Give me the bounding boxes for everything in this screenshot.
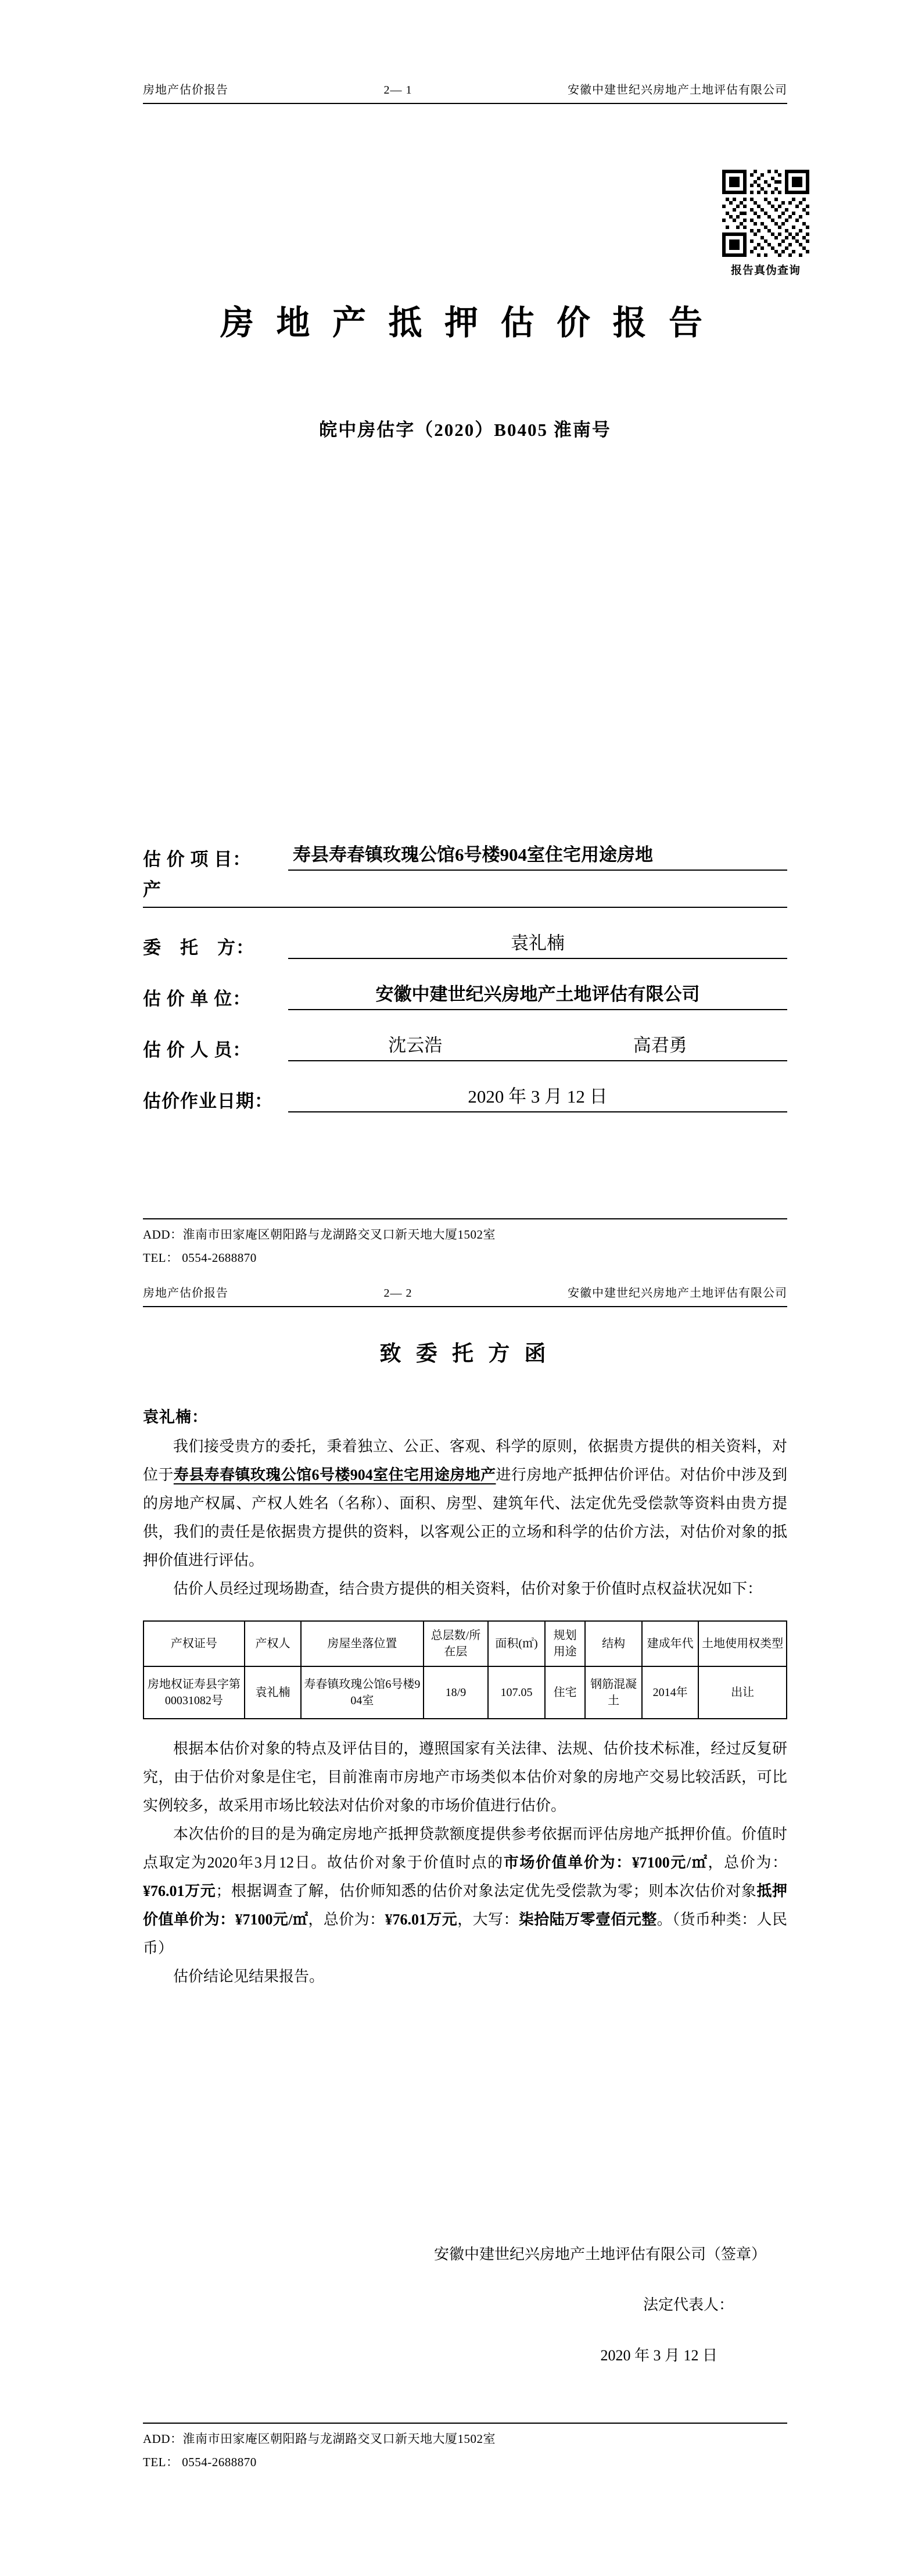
project-value-line2: 产 [143, 878, 787, 908]
letter-title: 致 委 托 方 函 [379, 1342, 551, 1366]
qr-block [722, 170, 809, 277]
paragraph-conclusion: 估价结论见结果报告。 [173, 1968, 325, 1985]
form-row-staff [143, 1035, 787, 1061]
appraiser-2: 高君勇 [633, 1035, 687, 1056]
cell-location: 寿春镇玫瑰公馆6号楼904室 [301, 1666, 423, 1719]
col-structure: 结构 [585, 1621, 641, 1666]
footer-tel: TEL： 0554-2688870 [143, 2455, 257, 2469]
page1-header [143, 80, 787, 104]
col-owner: 产权人 [245, 1621, 301, 1666]
form-row-agency [143, 983, 787, 1010]
page2-header-company: 安徽中建世纪兴房地产土地评估有限公司 [568, 1287, 787, 1300]
col-land-right-type: 土地使用权类型 [698, 1621, 787, 1666]
page1-header-page-number: 2— 1 [383, 84, 412, 96]
qr-caption: 报告真伪查询 [730, 264, 801, 277]
property-info-table [143, 1620, 787, 1719]
col-area: 面积(㎡) [488, 1621, 544, 1666]
mortgage-unit-price: 抵押价值单价为：¥7100元/㎡ [143, 1883, 787, 1928]
col-cert-number: 产权证号 [143, 1621, 245, 1666]
subject-property-text: 寿县寿春镇玫瑰公馆6号楼904室住宅用途房地产 [173, 1466, 496, 1483]
text-segment: 本次估价的目的是为确定房地产抵押贷款额度提供参考依据而评估房地产抵押价值。价值时点取定为2020年3月12日。故估价对象于价值时点的 [143, 1826, 787, 1871]
signature-block [143, 2242, 787, 2365]
cell-cert-number: 房地权证寿县字第00031082号 [143, 1666, 245, 1719]
agency-label: 估 价 单 位： [143, 989, 252, 1009]
footer-address: ADD：淮南市田家庵区朝阳路与龙湖路交叉口新天地大厦1502室 [143, 2432, 496, 2446]
paragraph-valuation [143, 1820, 787, 1962]
cell-owner: 袁礼楠 [245, 1666, 301, 1719]
text-segment: 。（货币种类：人民币） [143, 1911, 787, 1956]
cell-area: 107.05 [488, 1666, 544, 1719]
amount-in-words: 柒拾陆万零壹佰元整 [518, 1911, 657, 1928]
footer-tel: TEL： 0554-2688870 [143, 1251, 257, 1265]
page2-header-doc-type: 房地产估价报告 [143, 1287, 228, 1300]
text-segment: 我们接受贵方的委托，秉着独立、公正、客观、科学的原则，依据贵方提供的相关资料，对位于 [143, 1438, 787, 1483]
report-doc-number: 皖中房估字（2020）B0405 淮南号 [319, 420, 611, 440]
col-build-year: 建成年代 [642, 1621, 698, 1666]
page2-header-page-number: 2— 2 [383, 1287, 412, 1300]
form-row-date [143, 1086, 787, 1112]
col-floors: 总层数/所在层 [424, 1621, 489, 1666]
cell-build-year: 2014年 [642, 1666, 698, 1719]
mortgage-total-price: ¥76.01万元 [385, 1911, 458, 1928]
signature-company: 安徽中建世纪兴房地产土地评估有限公司（签章） [433, 2246, 766, 2263]
project-value-line1: 寿县寿春镇玫瑰公馆6号楼904室住宅用途房地 [288, 843, 787, 871]
table-row [143, 1666, 787, 1719]
paragraph-method: 根据本估价对象的特点及评估目的，遵照国家有关法律、法规、估价技术标准，经过反复研究，由于估价对象是住宅，目前淮南市房地产市场类似本估价对象的房地产交易比较活跃，可比实例较多，故采用市场比较法对估价对象的市场价值进行估价。 [143, 1740, 787, 1814]
client-label: 委 托 方： [143, 938, 254, 958]
page1-header-doc-type: 房地产估价报告 [143, 84, 228, 96]
paragraph-survey: 估价人员经过现场勘查，结合贵方提供的相关资料，估价对象于价值时点权益状况如下： [173, 1580, 763, 1597]
cell-land-right-type: 出让 [698, 1666, 787, 1719]
footer-address: ADD：淮南市田家庵区朝阳路与龙湖路交叉口新天地大厦1502室 [143, 1228, 496, 1242]
signature-date: 2020 年 3 月 12 日 [600, 2347, 717, 2364]
cell-planned-use: 住宅 [545, 1666, 586, 1719]
page2-header [143, 1283, 787, 1307]
qr-code [722, 170, 809, 257]
staff-value [288, 1033, 787, 1061]
signature-legal-rep: 法定代表人： [643, 2296, 734, 2313]
page1-footer [143, 1218, 787, 1273]
work-date-label: 估价作业日期： [143, 1091, 273, 1111]
project-label: 估 价 项 目： [143, 849, 252, 870]
market-total-price: ¥76.01万元 [143, 1883, 216, 1899]
cover-form [143, 844, 787, 1112]
cell-floors: 18/9 [424, 1666, 489, 1719]
client-value: 袁礼楠 [288, 931, 787, 959]
form-row-client [143, 932, 787, 959]
letter-body [143, 1432, 787, 1991]
page1-header-company: 安徽中建世纪兴房地产土地评估有限公司 [568, 84, 787, 96]
form-row-project [143, 844, 787, 871]
text-segment: ，总价为： [308, 1911, 385, 1928]
agency-value: 安徽中建世纪兴房地产土地评估有限公司 [288, 982, 787, 1010]
text-segment: 进行房地产抵押估价评估。对估价中涉及到的房地产权属、产权人姓名（名称）、面积、房型、建筑年代、法定优先受偿款等资料由贵方提供，我们的责任是依据贵方提供的资料，以客观公正的立场和科学的估价方法，对估价对象的抵押价值进行评估。 [143, 1466, 787, 1569]
text-segment: ，大写： [457, 1911, 519, 1928]
letter-salutation: 袁礼楠： [143, 1408, 208, 1426]
text-segment: ，总价为： [708, 1854, 787, 1871]
paragraph-intro [143, 1432, 787, 1575]
table-header-row [143, 1621, 787, 1666]
col-planned-use: 规划用途 [545, 1621, 586, 1666]
work-date-value: 2020 年 3 月 12 日 [288, 1085, 787, 1112]
text-segment: ；根据调查了解，估价师知悉的估价对象法定优先受偿款为零；则本次估价对象 [216, 1883, 757, 1899]
staff-label: 估 价 人 员： [143, 1040, 252, 1060]
cell-structure: 钢筋混凝土 [585, 1666, 641, 1719]
market-unit-price: 市场价值单价为：¥7100元/㎡ [503, 1854, 708, 1871]
report-title: 房 地 产 抵 押 估 价 报 告 [220, 304, 709, 342]
page2-footer [143, 2423, 787, 2477]
col-location: 房屋坐落位置 [301, 1621, 423, 1666]
appraiser-1: 沈云浩 [388, 1035, 443, 1056]
